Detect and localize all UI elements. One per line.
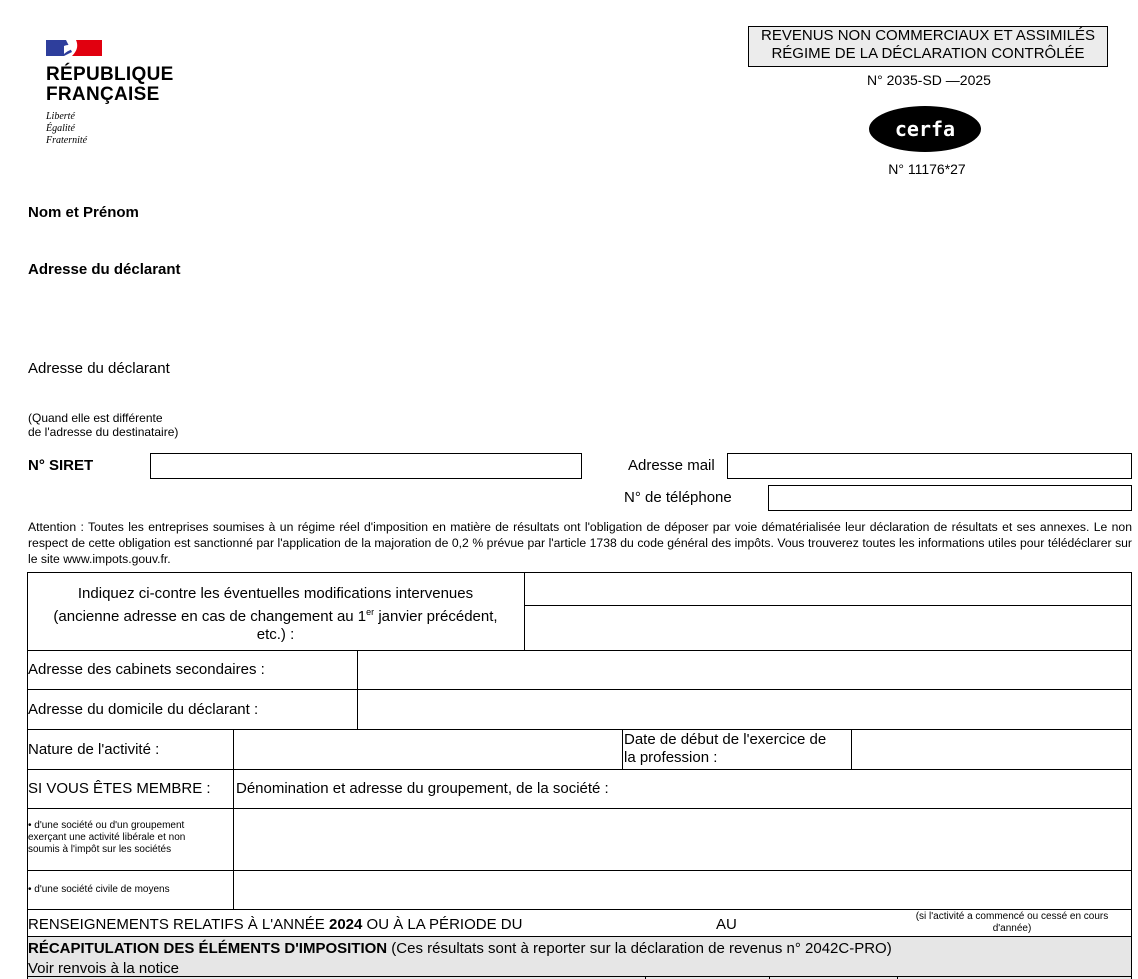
motto-fraternite: Fraternité [46,135,88,146]
siret-input[interactable] [150,453,582,479]
form-title-line-2: RÉGIME DE LA DÉCLARATION CONTRÔLÉE [771,45,1085,62]
attention-notice: Attention : Toutes les entreprises soumises à un régime réel d'imposition en matière de résultats ont l'obligation de déposer par voie dématérialisée leur déclaration de résultats et ses annexes. Le non respect de cette obligation est sanctionné par l'application de la majoration de 0,2 % prévue par l'article 1738 du code général des impôts. Vous trouverez toutes les informations utiles pour télédéclarer sur le site www.impots.gouv.fr. [28,520,1132,566]
activity-nature-input[interactable] [234,730,621,768]
modifications-input-2[interactable] [525,606,1130,649]
republique-francaise-logo [46,65,174,105]
motto-egalite: Égalité [46,123,75,134]
start-date-line-1: Date de début de l'exercice de [624,731,827,748]
cerfa-number: N° 11176*27 [888,161,966,177]
modifications-label [27,585,524,644]
form-title-line-1: REVENUS NON COMMERCIAUX ET ASSIMILÉS [761,27,1095,44]
form-number: N° 2035-SD —2025 [867,72,991,88]
scm-label: • d'une société civile de moyens [28,884,170,895]
period-start-input[interactable] [557,910,715,934]
modifications-input-1[interactable] [525,573,1130,604]
address-note [28,411,178,439]
phone-input[interactable] [768,485,1132,511]
modifications-line-3: etc.) : [256,626,295,643]
email-input[interactable] [727,453,1132,479]
cerfa-logo: cerfa [869,106,981,152]
start-date-line-2: la profession : [624,749,718,766]
year-info-label [28,916,522,934]
modifications-line-2 [27,603,524,626]
secondary-offices-input[interactable] [358,651,1130,688]
scm-input[interactable] [234,871,1130,908]
declaration-table [27,572,1131,979]
year-note [893,911,1131,935]
year-info-period: OU À LA PÉRIODE DU [362,916,523,933]
modifications-line-2-text: (ancienne adresse en cas de changement au 1 [53,608,367,625]
recap-title-rest: (Ces résultats sont à reporter sur la déclaration de revenus n° 2042C-PRO) [387,940,892,957]
home-address-input[interactable] [358,690,1130,728]
name-label: Nom et Prénom [28,204,139,221]
year-note-line-2: d'année) [992,923,1032,934]
address-note-line-2: de l'adresse du destinataire) [28,425,179,439]
modifications-superscript: er [366,607,375,617]
recap-title [28,940,892,958]
motto-liberte: Liberté [46,111,75,122]
activity-nature-label: Nature de l'activité : [28,741,160,758]
modifications-line-2-end: janvier précédent, [374,608,498,625]
year-info-text: RENSEIGNEMENTS RELATIFS À L'ANNÉE [28,916,329,933]
logo-line-1: RÉPUBLIQUE [46,64,174,85]
society-line-1: • d'une société ou d'un groupement [28,820,185,831]
logo-motto [46,111,87,147]
society-line-2: exerçant une activité libérale et non [28,832,186,843]
modifications-line-1: Indiquez ci-contre les éventuelles modifications intervenues [77,585,474,602]
phone-label: N° de téléphone [624,489,732,506]
period-end-input[interactable] [743,910,893,934]
recap-note: Voir renvois à la notice [28,960,179,977]
declarant-address-label: Adresse du déclarant [28,360,170,377]
society-input[interactable] [234,809,1130,869]
declarant-address-bold-label: Adresse du déclarant [28,261,181,278]
society-line-3: soumis à l'impôt sur les sociétés [28,844,172,855]
year-note-line-1: (si l'activité a commencé ou cessé en cours [915,911,1109,922]
siret-label: N° SIRET [28,457,94,474]
year-info-au: AU [716,916,737,933]
member-label: SI VOUS ÊTES MEMBRE : [28,780,211,797]
marianne-flag-icon [46,38,102,58]
start-date-label [624,731,826,767]
recap-title-bold: RÉCAPITULATION DES ÉLÉMENTS D'IMPOSITION [28,940,388,957]
year-info-year: 2024 [328,916,363,933]
logo-line-2: FRANÇAISE [46,84,160,105]
email-label: Adresse mail [628,457,715,474]
group-label: Dénomination et adresse du groupement, de la société : [236,780,609,797]
start-date-input[interactable] [852,730,1130,768]
address-note-line-1: (Quand elle est différente [28,411,163,425]
secondary-offices-label: Adresse des cabinets secondaires : [28,661,265,678]
home-address-label: Adresse du domicile du déclarant : [28,701,259,718]
form-title-box [748,26,1108,67]
society-label [28,820,185,856]
